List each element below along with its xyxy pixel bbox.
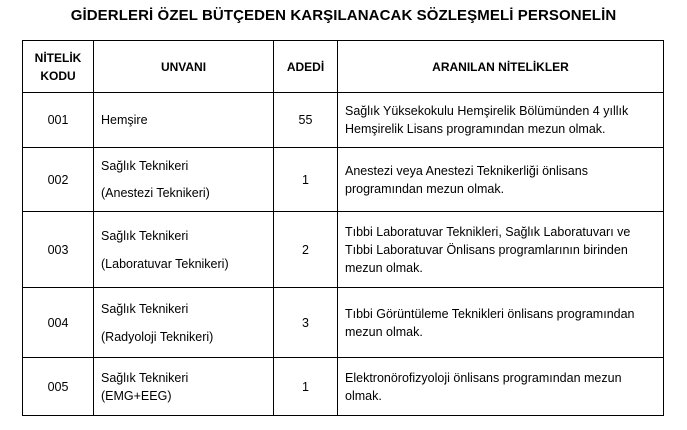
row-title-sub: (Radyoloji Teknikeri) xyxy=(101,329,214,344)
row-title xyxy=(94,212,274,288)
row-count: 1 xyxy=(274,358,338,416)
row-count: 1 xyxy=(274,148,338,212)
row-title xyxy=(94,148,274,212)
row-qualifications: Sağlık Yüksekokulu Hemşirelik Bölümünden 4 yıllık Hemşirelik Lisans programından mezun olmak. xyxy=(338,93,664,148)
row-qualifications: Anestezi veya Anestezi Teknikerliği önlisans programından mezun olmak. xyxy=(338,148,664,212)
table-row xyxy=(23,288,664,358)
row-title xyxy=(94,288,274,358)
row-title-sub: (Anestezi Teknikeri) xyxy=(101,186,210,200)
row-count: 3 xyxy=(274,288,338,358)
row-title xyxy=(94,358,274,416)
row-count: 2 xyxy=(274,212,338,288)
header-qualifications: ARANILAN NİTELİKLER xyxy=(338,41,664,93)
row-title-main: Sağlık Teknikeri xyxy=(101,228,189,243)
row-qualifications: Elektronörofizyoloji önlisans programından mezun olmak. xyxy=(338,358,664,416)
row-code: 003 xyxy=(23,212,94,288)
row-count: 55 xyxy=(274,93,338,148)
row-qualifications: Tıbbi Laboratuvar Teknikleri, Sağlık Laboratuvarı ve Tıbbi Laboratuvar Önlisans programlarının birinden mezun olmak. xyxy=(338,212,664,288)
row-title-sub: (Laboratuvar Teknikeri) xyxy=(101,256,229,271)
row-code: 001 xyxy=(23,93,94,148)
row-title-main: Sağlık Teknikeri xyxy=(101,370,189,385)
table-row xyxy=(23,212,664,288)
row-title-sub: (EMG+EEG) xyxy=(101,388,172,403)
table-row xyxy=(23,148,664,212)
header-code-line2: KODU xyxy=(40,68,76,83)
personnel-table xyxy=(22,40,664,416)
row-code: 004 xyxy=(23,288,94,358)
header-qualification-code xyxy=(23,41,94,93)
header-count: ADEDİ xyxy=(274,41,338,93)
header-code-line1: NİTELİK xyxy=(34,50,82,65)
row-qualifications: Tıbbi Görüntüleme Teknikleri önlisans programından mezun olmak. xyxy=(338,288,664,358)
table-row xyxy=(23,93,664,148)
header-title: UNVANI xyxy=(94,41,274,93)
row-title-main: Sağlık Teknikeri xyxy=(101,301,189,316)
row-title-main: Sağlık Teknikeri xyxy=(101,159,189,173)
row-code: 005 xyxy=(23,358,94,416)
table-row xyxy=(23,358,664,416)
table-header-row xyxy=(23,41,664,93)
row-code: 002 xyxy=(23,148,94,212)
row-title-main: Hemşire xyxy=(101,113,148,127)
document-title: GİDERLERİ ÖZEL BÜTÇEDEN KARŞILANACAK SÖZLEŞMELİ PERSONELİN xyxy=(70,7,617,24)
row-title xyxy=(94,93,274,148)
